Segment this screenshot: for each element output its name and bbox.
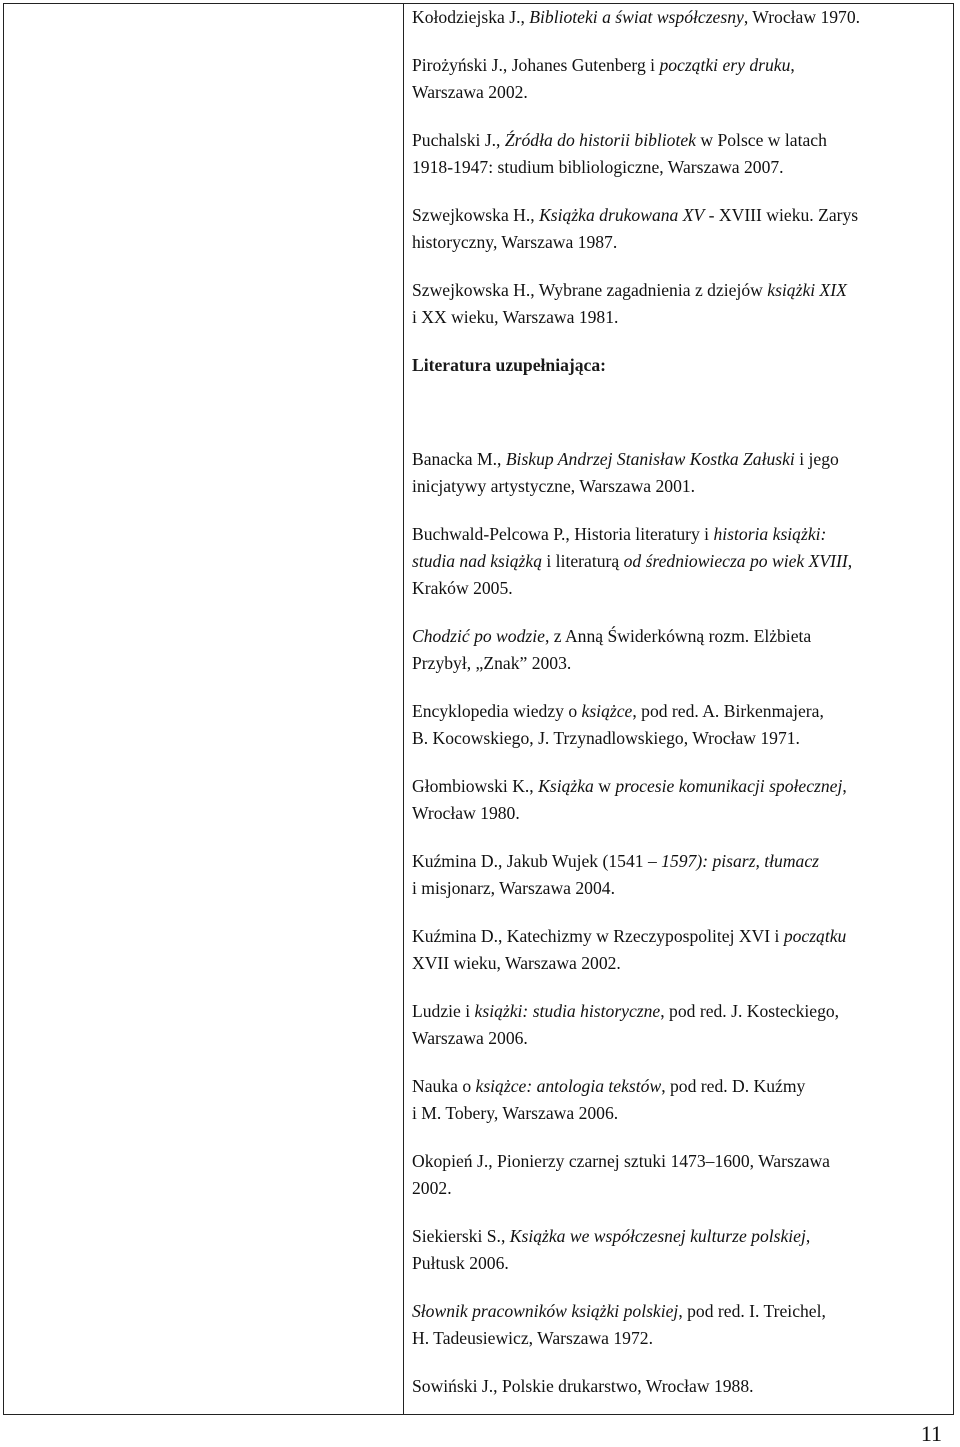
bibliography-entry: Siekierski S., Książka we współczesnej kulturze polskiej, Pułtusk 2006.: [412, 1226, 811, 1273]
bibliography-column: [412, 1, 937, 1400]
bibliography-entry: Kuźmina D., Jakub Wujek (1541 – 1597): pisarz, tłumacz i misjonarz, Warszawa 2004.: [412, 851, 820, 898]
bibliography-entry: Sowiński J., Polskie drukarstwo, Wrocław 1988.: [412, 1376, 754, 1396]
bibliography-entry: Ludzie i książki: studia historyczne, pod red. J. Kosteckiego, Warszawa 2006.: [412, 1001, 840, 1048]
bibliography-entry: Banacka M., Biskup Andrzej Stanisław Kostka Załuski i jego inicjatywy artystyczne, Warszawa 2001.: [412, 449, 839, 496]
bibliography-entry: Kuźmina D., Katechizmy w Rzeczypospolitej XVI i początku XVII wieku, Warszawa 2002.: [412, 926, 847, 973]
bibliography-entry: Buchwald-Pelcowa P., Historia literatury i historia książki: studia nad książką i literaturą od średniowiecza po wiek XVIII, Kraków 2005.: [412, 524, 853, 598]
bibliography-entry: Kołodziejska J., Biblioteki a świat współczesny, Wrocław 1970.: [412, 7, 861, 27]
bibliography-entry: Głombiowski K., Książka w procesie komunikacji społecznej, Wrocław 1980.: [412, 776, 847, 823]
bibliography-entry: Słownik pracowników książki polskiej, pod red. I. Treichel, H. Tadeusiewicz, Warszawa 1972.: [412, 1301, 826, 1348]
bibliography-entry: Nauka o książce: antologia tekstów, pod red. D. Kuźmy i M. Tobery, Warszawa 2006.: [412, 1076, 806, 1123]
bibliography-entry: Puchalski J., Źródła do historii bibliotek w Polsce w latach 1918-1947: studium bibliologiczne, Warszawa 2007.: [412, 130, 827, 177]
bibliography-entry: Encyklopedia wiedzy o książce, pod red. A. Birkenmajera, B. Kocowskiego, J. Trzynadlowskiego, Wrocław 1971.: [412, 701, 824, 748]
section-heading: Literatura uzupełniająca:: [412, 355, 606, 375]
bibliography-entry: Pirożyński J., Johanes Gutenberg i początki ery druku, Warszawa 2002.: [412, 55, 795, 102]
page-number: 11: [920, 1421, 942, 1446]
bibliography-entry: Szwejkowska H., Książka drukowana XV - XVIII wieku. Zarys historyczny, Warszawa 1987.: [412, 205, 859, 252]
bibliography-entry: Okopień J., Pionierzy czarnej sztuki 1473–1600, Warszawa 2002.: [412, 1151, 830, 1198]
bibliography-entry: Chodzić po wodzie, z Anną Świderkówną rozm. Elżbieta Przybył, „Znak” 2003.: [412, 626, 812, 673]
column-divider: [403, 4, 404, 1414]
bibliography-entry: Szwejkowska H., Wybrane zagadnienia z dziejów książki XIX i XX wieku, Warszawa 1981.: [412, 280, 847, 327]
